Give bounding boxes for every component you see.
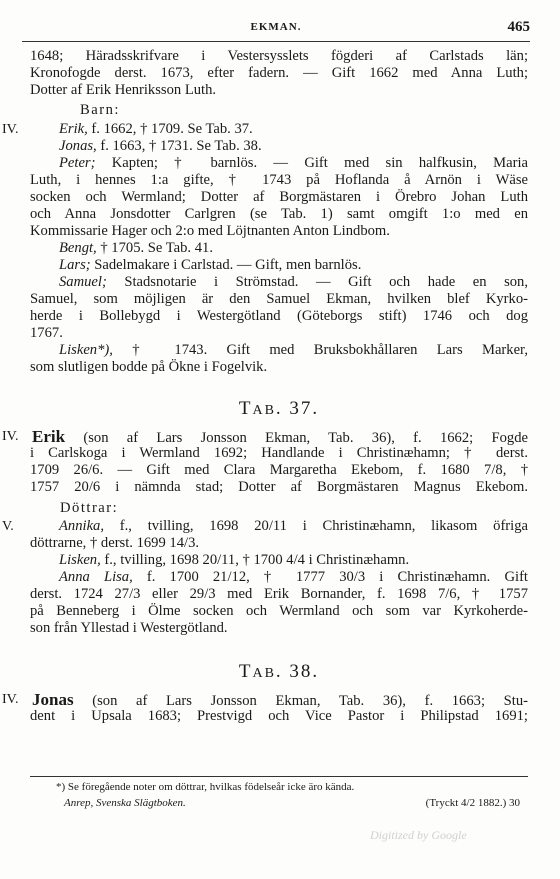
- child-text: f. 1663, † 1731. Se Tab. 38.: [96, 138, 262, 154]
- footer-print-info: (Tryckt 4/2 1882.) 30: [425, 797, 520, 809]
- tab-38-heading: [30, 653, 528, 691]
- tab-37-heading: [30, 390, 528, 428]
- generation-marker: V.: [2, 519, 14, 534]
- tab-37-entry: [2, 427, 528, 446]
- daughter-name: Lisken,: [59, 552, 101, 568]
- daughter-text: f., tvilling, 1698 20/11, † 1700 4/4 i Christinæhamn.: [100, 552, 410, 568]
- daughter-name: Anna Lisa,: [59, 569, 133, 585]
- child-line: och Anna Jonsdotter Carlgren (se Tab. 1) samt omgift 1:o med en: [30, 206, 528, 222]
- child-name: Lisken*),: [59, 342, 113, 358]
- child-entry-erik: [2, 121, 528, 138]
- child-line: herde i Bollebygd i Westergötland (Göteborgs stift) 1746 och dog: [30, 308, 528, 324]
- child-line: Luth, i hennes 1:a gifte, † 1743 på Hoflanda å Arnön i Wäse: [30, 172, 528, 188]
- child-line: Kommissarie Hager och 2:o med Löjtnanten Anton Lindbom.: [30, 223, 390, 239]
- child-name: Samuel;: [59, 274, 107, 290]
- entry-line: dent i Upsala 1683; Prestvigd och Vice Pastor i Philipstad 1691;: [30, 708, 528, 724]
- child-name: Lars;: [59, 257, 91, 273]
- child-line: socken och Wermland; Dotter af Borgmästaren i Örebro Johan Luth: [30, 189, 528, 205]
- daughter-text: f. 1700 21/12, † 1777 30/3 i Christinæhamn. Gift: [132, 569, 528, 585]
- child-name: Erik,: [59, 121, 88, 137]
- daughter-entry-annika: [2, 518, 528, 535]
- page-header: [22, 19, 530, 42]
- child-entry-jonas: [30, 138, 528, 155]
- footer-source: Anrep, Svenska Slägtboken.: [64, 797, 186, 809]
- child-text: f. 1662, † 1709. Se Tab. 37.: [87, 121, 253, 137]
- intro-line: Kronofogde derst. 1673, efter fadern. — Gift 1662 med Anna Luth;: [30, 65, 528, 81]
- person-name: Erik: [32, 427, 66, 446]
- intro-line: 1648; Häradsskrifvare i Vestersysslets fögderi af Carlstads län;: [30, 48, 528, 64]
- child-entry-samuel: [30, 274, 528, 291]
- daughter-entry-anna-lisa: [30, 569, 528, 586]
- child-entry-lisken: [30, 342, 528, 359]
- daughter-entry-lisken: [30, 552, 528, 569]
- daughter-line: derst. 1724 27/3 eller 29/3 med Erik Bornander, f. 1698 7/6, † 1757: [30, 586, 528, 602]
- child-entry-peter: [30, 155, 528, 172]
- heading-smallcaps: AB: [252, 666, 276, 681]
- heading-initial: T: [238, 398, 253, 419]
- person-name: Jonas: [32, 690, 74, 709]
- entry-text: (son af Lars Jonsson Ekman, Tab. 36), f. 1662; Fogde: [65, 430, 528, 446]
- page-body: [2, 48, 528, 725]
- heading-number: . 37.: [275, 398, 320, 419]
- child-name: Peter;: [59, 155, 96, 171]
- child-name: Bengt,: [59, 240, 97, 256]
- child-text: † 1743. Gift med Bruksbokhållaren Lars Marker,: [112, 342, 528, 358]
- child-name: Jonas,: [59, 138, 97, 154]
- dottrar-label: Döttrar:: [60, 500, 119, 516]
- child-entry-bengt: [30, 240, 528, 257]
- generation-marker: IV.: [2, 122, 19, 137]
- entry-text: (son af Lars Jonsson Ekman, Tab. 36), f. 1663; Stu-: [73, 693, 528, 709]
- watermark: Digitized by Google: [370, 828, 467, 842]
- child-line: 1767.: [30, 325, 63, 341]
- generation-marker: IV.: [2, 429, 19, 444]
- heading-smallcaps: AB: [252, 403, 276, 418]
- footnote-separator: [30, 776, 528, 777]
- page-number: 465: [507, 19, 530, 35]
- generation-marker: IV.: [2, 692, 19, 707]
- entry-line: 1709 26/6. — Gift med Clara Margaretha Ekebom, f. 1680 7/8, †: [30, 462, 528, 478]
- daughter-name: Annika,: [59, 518, 104, 534]
- page-footer: [64, 797, 520, 809]
- daughter-line: på Benneberg i Ölme socken och Wermland och som var Kyrkoherde-: [30, 603, 528, 619]
- child-text: Stadsnotarie i Strömstad. — Gift och hade en son,: [106, 274, 528, 290]
- footnote: *) Se föregående noter om döttrar, hvilkas födelseår icke äro kända.: [56, 781, 355, 793]
- child-text: Kapten; † barnlös. — Gift med sin halfkusin, Maria: [95, 155, 528, 171]
- child-text: Sadelmakare i Carlstad. — Gift, men barnlös.: [90, 257, 362, 273]
- entry-line: 1757 20/6 i nämnda stad; Dotter af Borgmästaren Magnus Ekebom.: [30, 479, 528, 495]
- running-title: EKMAN.: [250, 21, 302, 33]
- barn-label: Barn:: [80, 102, 120, 118]
- entry-line: i Carlskoga i Wermland 1692; Handlande i Christinæhamn; † derst.: [30, 445, 528, 461]
- child-line: Samuel, som möjligen är den Samuel Ekman, hvilken blef Kyrko-: [30, 291, 528, 307]
- daughter-line: döttrarne, † derst. 1699 14/3.: [30, 535, 200, 551]
- intro-line: Dotter af Erik Henriksson Luth.: [30, 82, 217, 98]
- daughter-text: f., tvilling, 1698 20/11 i Christinæhamn, likasom öfriga: [104, 518, 528, 534]
- tab-38-entry: [2, 690, 528, 709]
- daughter-line: son från Yllestad i Westergötland.: [30, 620, 228, 636]
- heading-initial: T: [238, 661, 253, 682]
- heading-number: . 38.: [275, 661, 320, 682]
- child-line: som slutligen bodde på Ökne i Fogelvik.: [30, 359, 268, 375]
- child-entry-lars: [30, 257, 528, 274]
- child-text: † 1705. Se Tab. 41.: [96, 240, 213, 256]
